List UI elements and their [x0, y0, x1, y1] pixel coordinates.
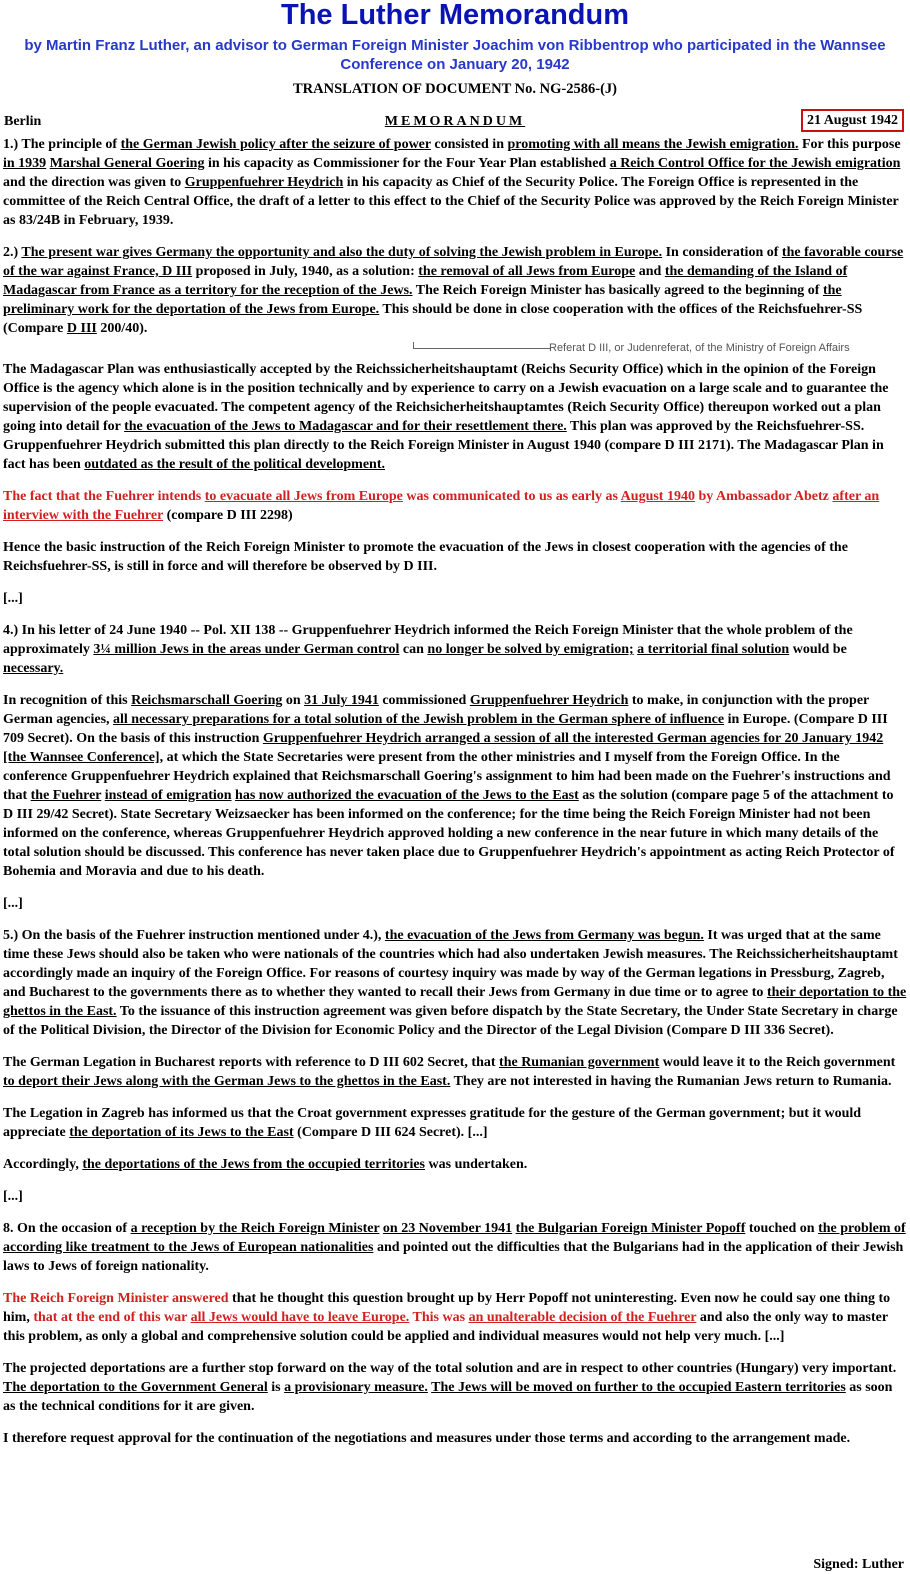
text-run: as soon as the technical conditions for it are given.	[3, 1380, 893, 1414]
text-run: and also the only way to master this problem, as only a global and comprehensive solution could be applied and individual measures would not help very much. [...]	[3, 1310, 888, 1344]
memo-paragraph	[3, 487, 907, 525]
underlined-text: to deport their Jews along with the German Jews to the ghettos in the East.	[3, 1074, 451, 1089]
underlined-text: necessary.	[3, 661, 64, 676]
text-run: They are not interested in having the Rumanian Jews return to Rumania.	[450, 1074, 892, 1089]
underlined-text: the evacuation of the Jews to Madagascar and for their resettlement there.	[124, 419, 567, 434]
underlined-text: the problem of according like treatment to the Jews of European nationalities	[3, 1221, 906, 1255]
memo-paragraph	[3, 1289, 907, 1346]
underlined-text: The present war gives Germany the opportunity and also the duty of solving the Jewish problem in Europe.	[21, 245, 663, 260]
annotation-note	[3, 340, 907, 354]
text-run: consisted in	[430, 137, 508, 152]
underlined-text: after an interview with the Fuehrer	[3, 489, 880, 523]
underlined-text: Gruppenfuehrer Heydrich	[184, 175, 344, 190]
underlined-text: August 1940	[620, 489, 695, 504]
memo-body	[0, 135, 910, 1448]
text-run: 200/40).	[96, 321, 148, 336]
text-run: , at which the State Secretaries were present from the other ministries and I myself from the Foreign Office. In the conference Gruppenfuehrer Heydrich explained that Reichsmarschall Goering's assignment to him had been made on the Fuehrer's instructions and that	[3, 750, 891, 803]
underlined-text: a Reich Control Office for the Jewish emigration	[609, 156, 901, 171]
memo-paragraph	[3, 538, 907, 576]
date-box: 21 August 1942	[801, 109, 904, 132]
memo-label: MEMORANDUM	[384, 114, 526, 129]
underlined-text: Gruppenfuehrer Heydrich arranged a session of all the interested German agencies for 20 January 1942 [the Wannsee Conference]	[3, 731, 884, 765]
text-run: In recognition of this	[3, 693, 132, 708]
underlined-text: all necessary preparations for a total solution of the Jewish problem in the German sphere of influence	[113, 712, 725, 727]
memo-paragraph	[3, 1359, 907, 1416]
underlined-text: their deportation to the ghettos in the East.	[3, 985, 907, 1019]
underlined-text: the Bulgarian Foreign Minister Popoff	[515, 1221, 746, 1236]
memo-paragraph	[3, 1155, 907, 1174]
place-label: Berlin	[4, 114, 42, 129]
text-run: and	[635, 264, 665, 279]
memo-paragraph	[3, 926, 907, 1040]
text-run: Hence the basic instruction of the Reich Foreign Minister to promote the evacuation of the Jews in closest cooperation with the agencies of the Reichsfuehrer-SS, is still in force and will therefore be observed by D III.	[3, 540, 848, 574]
underlined-text: to evacuate all Jews from Europe	[204, 489, 403, 504]
text-run: that at the end of this war	[33, 1310, 191, 1325]
memo-paragraph	[3, 894, 907, 913]
text-run: The Reich Foreign Minister answered	[3, 1291, 229, 1306]
underlined-text: the evacuation of the Jews from Germany was begun.	[384, 928, 704, 943]
text-run: The Legation in Zagreb has informed us that the Croat government expresses gratitude for the gesture of the German government; but it would appreciate	[3, 1106, 862, 1140]
text-run: [...]	[3, 591, 23, 606]
text-run: [...]	[3, 896, 23, 911]
page-title: The Luther Memorandum	[280, 0, 629, 31]
underlined-text: has now authorized the evacuation of the Jews to the East	[235, 788, 579, 803]
underlined-text: Gruppenfuehrer Heydrich	[469, 693, 629, 708]
text-run: I therefore request approval for the continuation of the negotiations and measures under those terms and according to the arrangement made.	[3, 1431, 851, 1446]
text-run: to make, in conjunction with the proper German agencies,	[3, 693, 869, 727]
underlined-text: in 1939	[3, 156, 47, 171]
underlined-text: 3¼ million Jews in the areas under German control	[93, 642, 400, 657]
underlined-text: no longer be solved by emigration;	[427, 642, 634, 657]
text-run: 2.)	[3, 245, 22, 260]
underlined-text: on 23 November 1941	[382, 1221, 513, 1236]
document-number: TRANSLATION OF DOCUMENT No. NG-2586-(J)	[293, 81, 617, 97]
text-run: 4.) In his letter of 24 June 1940 -- Pol. XII 138 -- Gruppenfuehrer Heydrich informed the Reich Foreign Minister that the whole problem of the approximately	[3, 623, 853, 657]
text-run: in his capacity as Commissioner for the Four Year Plan established	[204, 156, 610, 171]
memo-paragraph	[3, 360, 907, 474]
annotation-bracket	[413, 342, 550, 349]
underlined-text: The Jews will be moved on further to the occupied Eastern territories	[431, 1380, 846, 1395]
text-run: would be	[789, 642, 847, 657]
underlined-text: a reception by the Reich Foreign Minister	[130, 1221, 380, 1236]
text-run: The Reich Foreign Minister has basically agreed to the beginning of	[412, 283, 823, 298]
text-run: would leave it to the Reich government	[659, 1055, 896, 1070]
underlined-text: Reichsmarschall Goering	[131, 693, 283, 708]
text-run: and the direction was given to	[3, 175, 185, 190]
text-run: The projected deportations are a further stop forward on the way of the total solution and are in respect to other countries (Hungary) very important.	[3, 1361, 897, 1376]
text-run: 8. On the occasion of	[3, 1221, 131, 1236]
text-run: touched on	[745, 1221, 819, 1236]
text-run: in his capacity as Chief of the Security Police. The Foreign Office is represented in the committee of the Reich Central Office, the draft of a letter to this effect to the Chief of the Security Police was approved by the Reich Foreign Minister as 83/24B in February, 1939.	[3, 175, 899, 228]
text-run: This plan was approved by the Reichsfuehrer-SS. Gruppenfuehrer Heydrich submitted this plan directly to the Reich Foreign Minister in August 1940 (compare D III 2171). The Madagascar Plan in fact has been	[3, 419, 884, 472]
text-run: For this purpose	[798, 137, 901, 152]
underlined-text: The deportation to the Government General	[3, 1380, 268, 1395]
memo-paragraph	[3, 1429, 907, 1448]
underlined-text: instead of emigration	[104, 788, 232, 803]
underlined-text: the removal of all Jews from Europe	[418, 264, 636, 279]
memo-paragraph	[3, 1187, 907, 1206]
text-run: and pointed out the difficulties that the Bulgarians had in the application of their Jewish laws to Jews of foreign nationality.	[3, 1240, 904, 1274]
text-run: Accordingly,	[3, 1157, 83, 1172]
underlined-text: the demanding of the Island of Madagascar from France as a territory for the reception of the Jews.	[3, 264, 848, 298]
underlined-text: a provisionary measure.	[284, 1380, 428, 1395]
text-run: was communicated to us as early as	[402, 489, 621, 504]
text-run: To the issuance of this instruction agreement was given before dispatch by the State Secretary, the Under State Secretary in charge of the Political Division, the Director of the Division for Economic Policy and the Director of the Legal Division (Compare D III 336 Secret).	[3, 1004, 898, 1038]
text-run: can	[399, 642, 428, 657]
underlined-text: 31 July 1941	[304, 693, 379, 708]
text-run: (compare D III 2298)	[163, 508, 293, 523]
memo-paragraph	[3, 1053, 907, 1091]
underlined-text: the preliminary work for the deportation of the Jews from Europe.	[3, 283, 842, 317]
memo-paragraph	[3, 1219, 907, 1276]
text-run: on	[282, 693, 305, 708]
underlined-text: Marshal General Goering	[49, 156, 205, 171]
text-run: as the solution (compare page 5 of the attachment to D III 29/42 Secret). State Secretary Weizsaecker has been informed on the conference; for the time being the Reich Foreign Minister had not been informed on the conference, whereas Gruppenfuehrer Heydrich approved holding a new conference in the near future in which many details of the total solution should be discussed. This conference has never taken place due to Gruppenfuehrer Heydrich's appointment as acting Reich Protector of Bohemia and Moravia and due to his death.	[3, 788, 895, 879]
text-run: The Madagascar Plan was enthusiastically accepted by the Reichssicherheitshauptamt (Reichs Security Office) which in the opinion of the Foreign Office is the agency which alone is in the position technically and by experience to carry on a Jewish evacuation on a large scale and to guarantee the supervision of the people evacuated. The competent agency of the Reichsicherheitshauptamtes (Reich Security Office) thereupon worked out a plan going into detail for	[3, 362, 889, 434]
annotation-text: Referat D III, or Judenreferat, of the Ministry of Foreign Affairs	[549, 342, 850, 354]
memo-paragraph	[3, 589, 907, 608]
memo-paragraph	[3, 1104, 907, 1142]
text-run: commissioned	[378, 693, 470, 708]
text-run: [...]	[3, 1189, 23, 1204]
underlined-text: outdated as the result of the political development.	[84, 457, 386, 472]
underlined-text: the Rumanian government	[499, 1055, 660, 1070]
text-run: is	[267, 1380, 285, 1395]
memo-paragraph	[3, 621, 907, 678]
underlined-text: the deportations of the Jews from the occupied territories	[82, 1157, 426, 1172]
underlined-text: the Fuehrer	[30, 788, 102, 803]
memo-paragraph	[3, 243, 907, 338]
underlined-text: an unalterable decision of the Fuehrer	[468, 1310, 697, 1325]
memo-paragraph	[3, 135, 907, 230]
text-run: (Compare D III 624 Secret). [...]	[293, 1125, 488, 1140]
memo-header	[0, 109, 910, 135]
underlined-text: D III	[66, 321, 97, 336]
memo-paragraph	[3, 691, 907, 881]
subtitle: by Martin Franz Luther, an advisor to German Foreign Minister Joachim von Ribbentrop who participated in the Wannsee Conference on January 20, 1942	[24, 37, 886, 73]
text-run: This was	[409, 1310, 469, 1325]
text-run: 1.) The principle of	[3, 137, 121, 152]
text-run: It was urged that at the same time these Jews should also be taken who were nationals of the countries which had also undertaken Jewish measures. The Reichssicherheitshauptamt accordingly made an inquiry of the Foreign Office. For reasons of courtesy inquiry was made by way of the German legations in Pressburg, Zagreb, and Bucharest to the governments there as to whether they wanted to recall their Jews from Germany in due time or to agree to	[3, 928, 898, 1000]
text-run: was undertaken.	[425, 1157, 528, 1172]
underlined-text: the favorable course of the war against France, D III	[3, 245, 904, 279]
text-run: proposed in July, 1940, as a solution:	[192, 264, 419, 279]
underlined-text: a territorial final solution	[637, 642, 790, 657]
signature: Signed: Luther	[813, 1557, 904, 1572]
underlined-text: the German Jewish policy after the seizure of power	[120, 137, 431, 152]
underlined-text: promoting with all means the Jewish emigration.	[507, 137, 799, 152]
text-run: 5.) On the basis of the Fuehrer instruction mentioned under 4.),	[3, 928, 385, 943]
text-run: The fact that the Fuehrer intends	[3, 489, 205, 504]
text-run: The German Legation in Bucharest reports with reference to D III 602 Secret, that	[3, 1055, 500, 1070]
text-run: This should be done in close cooperation with the offices of the Reichsfuehrer-SS (Compare	[3, 302, 863, 336]
underlined-text: all Jews would have to leave Europe.	[190, 1310, 410, 1325]
underlined-text: the deportation of its Jews to the East	[69, 1125, 294, 1140]
text-run: in Europe. (Compare D III 709 Secret). On the basis of this instruction	[3, 712, 888, 746]
text-run: by Ambassador Abetz	[694, 489, 833, 504]
text-run: that he thought this question brought up by Herr Popoff not uninteresting. Even now he could say one thing to him,	[3, 1291, 891, 1325]
text-run: In consideration of	[662, 245, 782, 260]
